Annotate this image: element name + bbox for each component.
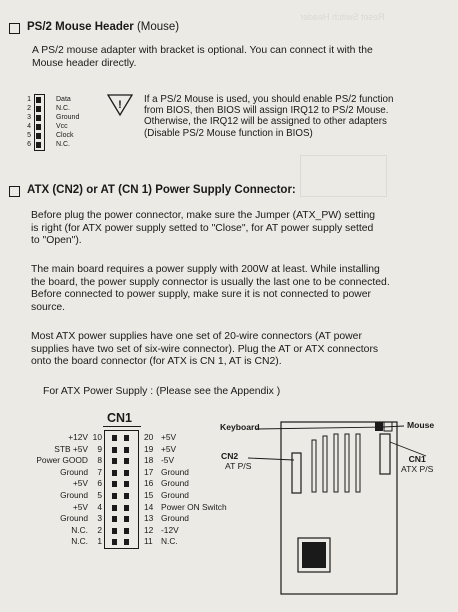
cn1-pin-square [112,528,117,534]
pin-label: N.C. [56,141,70,148]
keyboard-leader [256,427,385,429]
show-through-text: Reset Switch Header [300,12,385,22]
pin-square [36,142,41,148]
cn1-pin-number: 5 [97,489,102,500]
paragraph-line: supplies have two set of six-wire connector). Plug the AT or ATX connectors [31,343,379,355]
warning-line: from BIOS, then BIOS will assign IRQ12 to PS/2 Mouse. [144,105,389,117]
cn1-pin-label: +5V [161,432,177,442]
cn1-pin-square [124,470,129,476]
pin-label: Clock [56,132,74,139]
cn1-pin-label: -12V [161,524,179,535]
pin-label: Vcc [56,123,68,130]
cn1-pin-number: 20 [144,432,154,442]
atx-paragraph-2 [31,264,390,314]
board-label-cn2 [221,451,251,471]
cn2-leader [248,458,294,460]
board-label-keyboard: Keyboard [220,422,260,432]
cn1-pin-number: 2 [97,524,102,535]
cn1-pin-square [112,481,117,487]
pin-label: N.C. [56,105,70,112]
pin-label: Data [56,96,71,103]
cn1-pin-square [112,493,117,499]
cn1-pin-square [124,539,129,545]
pin-square [36,115,41,121]
cn1-pin-number: 19 [144,443,154,454]
cn1-pin-label: Ground [60,466,88,477]
ps2-pin-labels [56,95,79,149]
expansion-slot [323,436,327,492]
atx-paragraph-3 [31,331,378,369]
pin-number: 1 [27,96,31,103]
cn1-label-type: ATX P/S [401,464,434,474]
cn1-label-name: CN1 [408,454,426,464]
cn1-right-numbers [144,432,153,548]
cn1-pin-label: +5V [161,443,177,454]
cn1-pin-number: 11 [144,536,153,547]
paragraph-line: the board, the power supply connector is usually the last one to be connected. [31,276,390,288]
mouse-connector [375,422,383,431]
cn1-pin-square [124,481,129,487]
cn1-pin-label: Power ON Switch [161,501,227,512]
cn1-pin-label: N.C. [71,536,88,547]
cn1-pin-label: +12V [68,432,88,442]
cn1-pin-number: 3 [97,513,102,524]
cn1-pin-number: 12 [144,524,154,535]
paragraph-line: Most ATX power supplies have one set of 20-wire connectors (AT power [31,331,362,342]
cn1-pin-number: 16 [144,478,154,489]
cn1-pin-label: +5V [72,501,88,512]
warning-line: Otherwise, the IRQ12 will be assigned to other adapters [144,116,387,128]
cn1-pin-square [112,539,117,545]
cn1-pin-number: 4 [97,501,102,512]
ps2-title: PS/2 Mouse Header [27,21,134,33]
expansion-slot [356,434,360,492]
paragraph-line: The main board requires a power supply with 200W at least. While installing [31,264,380,275]
cn1-pin-label: -5V [161,455,175,466]
expansion-slot [312,440,316,492]
ps2-pin-header [34,94,45,151]
cn1-pin-square [124,505,129,511]
atx-appendix-note: For ATX Power Supply : (Please see the Appendix ) [43,386,281,397]
cn1-pin-number: 10 [92,432,102,442]
cn1-pin-square [112,447,117,453]
board-label-cn1 [401,454,433,474]
pin-number: 3 [27,114,31,121]
cn1-pin-label: STB +5V [54,443,88,454]
cn1-board-connector [380,434,390,474]
paragraph-line: Before connected to power supply, make sure it is not connected to power [31,289,372,301]
section-checkbox-atx [9,186,20,197]
cn1-pin-square [124,516,129,522]
atx-section-title: ATX (CN2) or AT (CN 1) Power Supply Connector: [27,184,296,196]
cn1-left-numbers [89,432,102,548]
cn2-label-name: CN2 [221,451,239,461]
cn1-pin-number: 14 [144,501,154,512]
cn1-pin-square [112,458,117,464]
cn1-pin-square [112,435,117,441]
board-diagram [210,412,455,602]
ps2-subtitle: (Mouse) [136,21,180,33]
paragraph-line: source. [31,301,66,313]
atx-paragraph-1 [31,210,375,248]
ps2-intro-line: A PS/2 mouse adapter with bracket is optional. You can connect it with the [32,45,373,56]
expansion-slot [345,434,349,492]
paragraph-line: to "Open"). [31,235,82,247]
cn1-pin-number: 17 [144,466,154,477]
cn1-pin-number: 13 [144,513,154,524]
cn1-pin-label: Ground [60,513,88,524]
cn1-pin-label: +5V [72,478,88,489]
pin-square [36,97,41,103]
show-through-table [300,155,387,197]
cn2-connector [292,453,301,493]
cn1-pin-label: Ground [161,489,189,500]
cn1-pin-square [124,447,129,453]
cn1-pin-label: Ground [161,466,189,477]
pin-square [36,124,41,130]
paragraph-line: onto the board connector (for ATX is CN 1, AT is CN2). [31,356,282,368]
pin-square [36,106,41,112]
cn1-pin-label: Ground [161,513,189,524]
warning-line: If a PS/2 Mouse is used, you should enable PS/2 function [144,94,394,105]
pin-number: 2 [27,105,31,112]
cn1-pin-number: 7 [97,466,102,477]
cn1-left-labels [14,432,88,548]
cn1-pin-label: Ground [161,478,189,489]
cn1-pin-number: 15 [144,489,154,500]
section-checkbox-ps2 [9,23,20,34]
cn1-pin-number: 1 [97,536,102,547]
cn1-connector-pins [104,430,139,549]
cn1-pin-square [124,435,129,441]
cn1-title-underline [103,426,141,427]
mouse-leader [383,426,404,427]
cn1-pin-label: Ground [60,489,88,500]
cpu-chip [302,542,326,568]
paragraph-line: is right (for ATX power supply setted to "Close", for AT power supply setted [31,222,374,234]
ps2-pin-numbers [23,95,31,149]
cn1-title: CN1 [107,411,133,425]
ps2-intro [32,45,373,70]
cn1-pin-square [112,516,117,522]
cn1-pin-label: N.C. [161,536,178,547]
warning-icon [107,93,133,117]
pin-number: 5 [27,132,31,139]
cn1-pin-label: N.C. [71,524,88,535]
warning-symbol: ! [118,99,122,111]
expansion-slot [334,434,338,492]
board-label-mouse: Mouse [407,420,435,430]
cn1-pin-square [112,505,117,511]
cn1-pin-square [124,493,129,499]
warning-line: (Disable PS/2 Mouse function in BIOS) [144,127,313,139]
ps2-section-title [27,21,179,33]
paragraph-line: Before plug the power connector, make sure the Jumper (ATX_PW) setting [31,210,376,221]
cn1-pin-number: 9 [97,443,102,454]
cn2-label-type: AT P/S [225,461,252,471]
pin-number: 4 [27,123,31,130]
pin-label: Ground [56,114,80,121]
cn1-pin-label: Power GOOD [36,455,88,466]
cn1-pin-square [124,528,129,534]
ps2-warning-text [144,94,393,139]
ps2-intro-line: Mouse header directly. [32,57,137,69]
pin-number: 6 [27,141,31,148]
pin-square [36,133,41,139]
cn1-pin-number: 6 [97,478,102,489]
cn1-pin-square [112,470,117,476]
cn1-pin-number: 8 [97,455,102,466]
cn1-pin-square [124,458,129,464]
cn1-pin-number: 18 [144,455,154,466]
